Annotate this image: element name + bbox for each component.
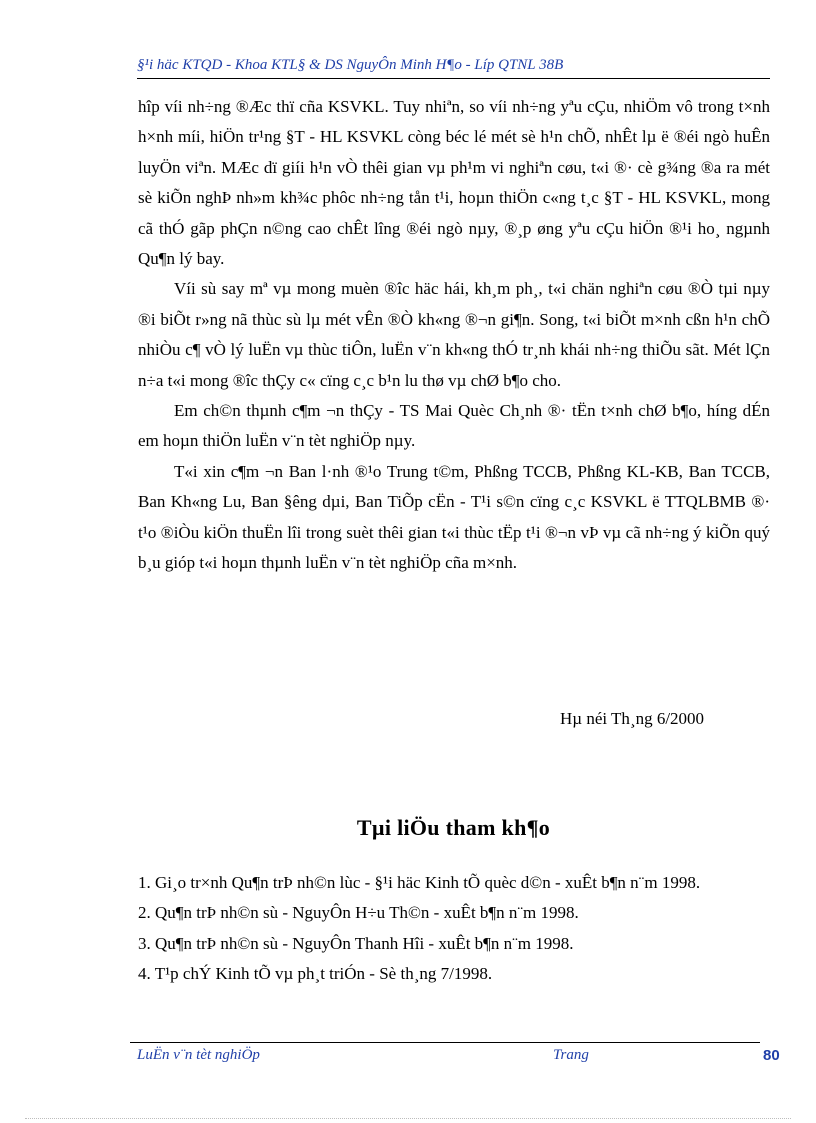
- footer-divider: [130, 1042, 760, 1043]
- running-header: §¹i häc KTQD - Khoa KTL§ & DS NguyÔn Minh H¶o - Líp QTNL 38B: [137, 57, 564, 73]
- page-number: 80: [763, 1047, 780, 1064]
- reference-item: 4. T¹p chÝ Kinh tÕ vµ ph¸t triÓn - Sè th¸ng 7/1998.: [138, 964, 493, 984]
- paragraph-4: T«i xin c¶m ¬n Ban l·nh ®¹o Trung t©m, Phßng TCCB, Phßng KL-KB, Ban TCCB, Ban Kh«ng Lu, Ban §êng dµi, Ban TiÕp cËn - T¹i s©n cïng c¸c KSVKL ë TTQLBMB ®· t¹o ®iÒu kiÖn thuËn lîi trong suèt thêi gian t«i thùc tËp t¹i ®¬n vÞ vµ cã nh÷ng ý kiÕn quý b¸u gióp t«i hoµn thµnh luËn v¨n tèt nghiÖp cña m×nh.: [138, 461, 770, 573]
- references-title: Tµi liÖu tham kh¶o: [356, 815, 551, 840]
- reference-item: 2. Qu¶n trÞ nh©n sù - NguyÔn H÷u Th©n - xuÊt b¶n n¨m 1998.: [138, 903, 579, 923]
- signoff-place-date: Hµ néi Th¸ng 6/2000: [560, 709, 705, 728]
- paragraph-1: hîp víi nh÷ng ®Æc thï cña KSVKL. Tuy nhiªn, so víi nh÷ng yªu cÇu, nhiÖm vô trong t×nh h×nh míi, hiÖn tr¹ng §T - HL KSVKL còng béc lé mét sè h¹n chÕ, nhÊt lµ ë ®éi ngò huÊn luyÖn viªn. MÆc dï giíi h¹n vÒ thêi gian vµ ph¹m vi nghiªn cøu, t«i ®· cè g¾ng ®a ra mét sè kiÕn nghÞ nh»m kh¾c phôc nh÷ng tån t¹i, hoµn thiÖn c«ng t¸c §T - HL KSVKL, mong cã thÓ gãp phÇn n©ng cao chÊt lîng ®éi ngò nµy, ®¸p øng yªu cÇu hiÖn ®¹i ho¸ ngµnh Qu¶n lý bay.: [138, 97, 770, 269]
- body-text: [138, 92, 770, 579]
- header-divider: [137, 78, 770, 79]
- paragraph-2: Víi sù say mª vµ mong muèn ®îc häc hái, kh¸m ph¸, t«i chän nghiªn cøu ®Ò tµi nµy ®i biÕt r»ng nã thùc sù lµ mét vÊn ®Ò kh«ng ®¬n gi¶n. Song, t«i biÕt m×nh cßn h¹n chÕ nhiÒu c¶ vÒ lý luËn vµ thùc tiÔn, luËn v¨n kh«ng thÓ tr¸nh khái nh÷ng thiÕu sãt. Mét lÇn n÷a t«i mong ®îc thÇy c« cïng c¸c b¹n lu thø vµ chØ b¶o cho.: [138, 279, 770, 390]
- references-list: [138, 868, 770, 990]
- reference-item: 1. Gi¸o tr×nh Qu¶n trÞ nh©n lùc - §¹i häc Kinh tÕ quèc d©n - xuÊt b¶n n¨m 1998.: [138, 873, 701, 892]
- reference-item: 3. Qu¶n trÞ nh©n sù - NguyÔn Thanh Hîi - xuÊt b¶n n¨m 1998.: [138, 933, 574, 953]
- footer-page-label: Trang: [553, 1047, 589, 1063]
- footer-document-type: LuËn v¨n tèt nghiÖp: [137, 1047, 260, 1063]
- paragraph-3: Em ch©n thµnh c¶m ¬n thÇy - TS Mai Quèc Ch¸nh ®· tËn t×nh chØ b¶o, híng dÉn em hoµn thiÖn luËn v¨n tèt nghiÖp nµy.: [138, 401, 770, 451]
- page-bottom-edge: [25, 1118, 791, 1119]
